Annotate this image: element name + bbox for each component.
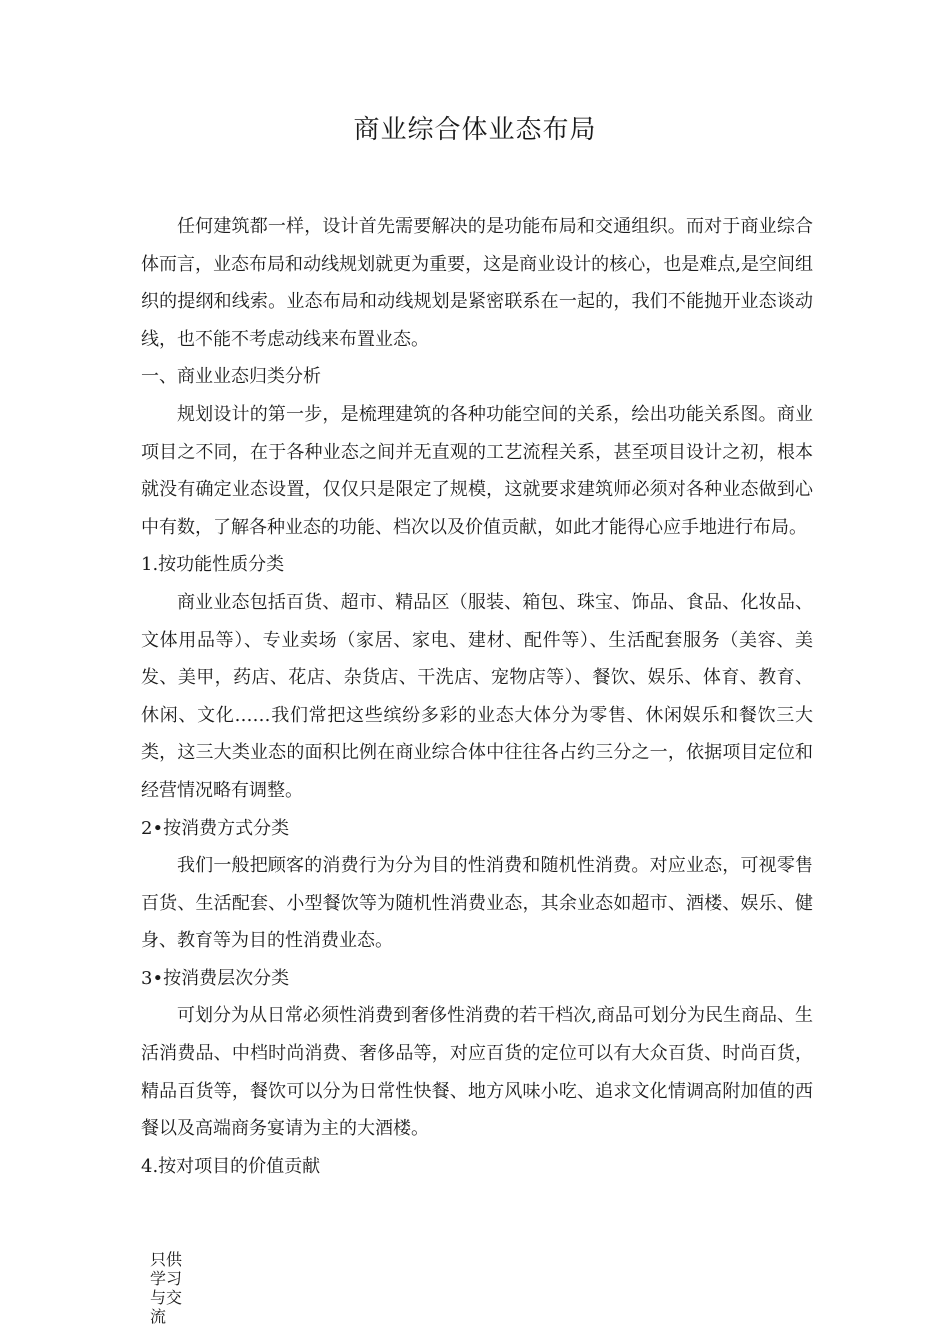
- subsection-paragraph-2: 我们一般把顾客的消费行为分为目的性消费和随机性消费。对应业态，可视零售百货、生活配套、小型餐饮等为随机性消费业态，其余业态如超市、酒楼、娱乐、健身、教育等为目的性消费业态。: [141, 855, 813, 952]
- subsection-heading-3: 3•按消费层次分类: [141, 967, 290, 989]
- subsection-paragraph-1: 商业业态包括百货、超市、精品区（服装、箱包、珠宝、饰品、食品、化妆品、文体用品等）、专业卖场（家居、家电、建材、配件等）、生活配套服务（美容、美发、美甲，药店、花店、杂货店、干洗店、宠物店等）、餐饮、娱乐、体育、教育、休闲、文化……我们常把这些缤纷多彩的业态大体分为零售、休闲娱乐和餐饮三大类，这三大类业态的面积比例在商业综合体中往往各占约三分之一，依据项目定位和经营情况略有调整。: [141, 591, 813, 801]
- subsection-paragraph-3: 可划分为从日常必须性消费到奢侈性消费的若干档次,商品可划分为民生商品、生活消费品、中档时尚消费、奢侈品等，对应百货的定位可以有大众百货、时尚百货，精品百货等，餐饮可以分为日常性快餐、地方风味小吃、追求文化情调高附加值的西餐以及高端商务宴请为主的大酒楼。: [141, 1005, 813, 1140]
- subsection-heading-1: 1.按功能性质分类: [141, 554, 285, 576]
- document-body: [141, 208, 813, 1185]
- section-heading: 一、商业业态归类分析: [141, 366, 321, 388]
- document-title: 商业综合体业态布局: [353, 115, 597, 145]
- intro-paragraph: 任何建筑都一样，设计首先需要解决的是功能布局和交通组织。而对于商业综合体而言，业态布局和动线规划就更为重要，这是商业设计的核心，也是难点,是空间组织的提纲和线索。业态布局和动线规划是紧密联系在一起的，我们不能抛开业态谈动线，也不能不考虑动线来布置业态。: [141, 216, 813, 350]
- section-paragraph: 规划设计的第一步，是梳理建筑的各种功能空间的关系，绘出功能关系图。商业项目之不同，在于各种业态之间并无直观的工艺流程关系，甚至项目设计之初，根本就没有确定业态设置，仅仅只是限定了规模，这就要求建筑师必须对各种业态做到心中有数，了解各种业态的功能、档次以及价值贡献，如此才能得心应手地进行布局。: [141, 403, 813, 538]
- subsection-heading-4: 4.按对项目的价值贡献: [141, 1155, 321, 1177]
- footer-note: 只供学习与交流: [150, 1250, 183, 1326]
- subsection-heading-2: 2•按消费方式分类: [141, 817, 290, 839]
